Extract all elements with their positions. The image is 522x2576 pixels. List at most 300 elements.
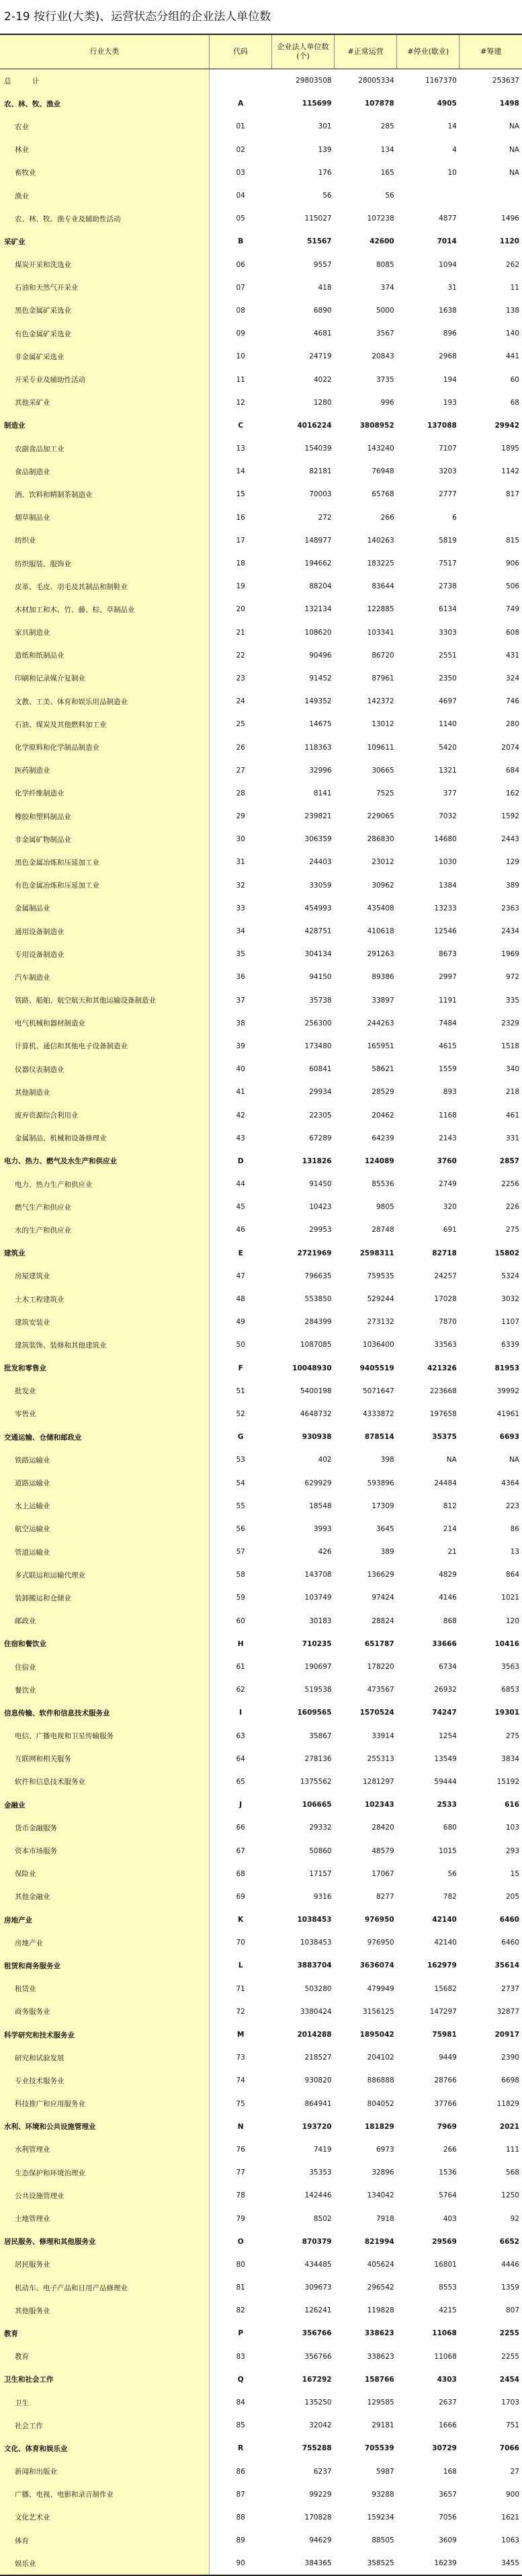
industry-code-cell: 35 (236, 950, 245, 959)
table-row (0, 1311, 522, 1333)
table-row (0, 1839, 522, 1862)
industry-name-cell: 社会工作 (0, 2414, 209, 2437)
industry-code-cell: 15 (236, 490, 245, 499)
industry-name-cell: 商务服务业 (0, 2000, 209, 2023)
industry-name-cell: 新闻和出版业 (0, 2460, 209, 2483)
count-preparing-cell: 35614 (494, 1961, 519, 1970)
count-total-cell: 194662 (304, 559, 332, 568)
count-total-cell: 384365 (272, 2552, 335, 2575)
count-suspended-cell: 56 (447, 1869, 457, 1878)
industry-name-cell: 采矿业 (0, 230, 209, 253)
industry-code-cell: 63 (236, 1731, 245, 1740)
table-row (0, 1793, 522, 1816)
count-preparing-cell: 13 (510, 1548, 519, 1557)
count-normal-cell: 8277 (376, 1892, 394, 1901)
industry-code-cell: 52 (236, 1409, 245, 1418)
industry-code-cell: 11 (236, 375, 245, 384)
count-normal-cell: 473567 (367, 1686, 394, 1694)
count-suspended-cell: 421326 (427, 1364, 457, 1372)
count-normal-cell: 3567 (376, 329, 394, 338)
count-total-cell: 9316 (313, 1892, 332, 1901)
industry-code-cell: 40 (236, 1065, 245, 1074)
count-normal-cell: 2598311 (359, 1249, 394, 1257)
count-normal-cell: 122885 (367, 605, 394, 614)
table-row (0, 1265, 522, 1288)
count-preparing-cell: 20917 (494, 2031, 519, 2039)
count-total-cell: 108620 (304, 628, 332, 637)
count-suspended-cell: 5764 (439, 2191, 457, 2200)
count-normal-cell: 3156125 (362, 2007, 394, 2016)
table-row (0, 1495, 522, 1518)
industry-code-cell: 38 (236, 1019, 245, 1027)
count-preparing-cell: 1518 (501, 1042, 519, 1050)
table-row (0, 828, 522, 851)
industry-name-cell: 房地产业 (0, 1931, 209, 1954)
count-total-cell: 22305 (309, 1111, 332, 1120)
count-normal-cell: 358525 (335, 2552, 397, 2575)
industry-name-cell: 零售业 (0, 1403, 209, 1426)
count-suspended-cell: 42140 (432, 1916, 457, 1924)
industry-code-cell: A (238, 100, 244, 108)
count-preparing-cell: 1496 (501, 214, 519, 223)
industry-name-cell: 铁路运输业 (0, 1448, 209, 1471)
count-preparing-cell: 140 (505, 329, 519, 338)
count-normal-cell: 244263 (367, 1019, 394, 1027)
count-preparing-cell: 275 (505, 1226, 519, 1235)
table-row (0, 1816, 522, 1839)
count-total-cell: 418 (318, 283, 332, 292)
count-normal-cell: 296542 (367, 2284, 394, 2292)
count-total-cell: 90496 (309, 651, 332, 660)
count-suspended-cell: 11068 (432, 2329, 457, 2338)
count-total-cell: 5400198 (300, 1387, 332, 1395)
count-suspended-cell: 26932 (434, 1686, 457, 1694)
count-preparing-cell: 616 (505, 1801, 519, 1809)
table-row (0, 690, 522, 713)
industry-name-cell: 其他制造业 (0, 1081, 209, 1103)
count-preparing-cell: 906 (505, 559, 519, 568)
count-normal-cell: 48579 (372, 1846, 394, 1855)
industry-name-cell: 餐饮业 (0, 1678, 209, 1701)
count-total-cell: 94150 (309, 973, 332, 982)
industry-code-cell: 20 (236, 605, 245, 614)
count-preparing-cell: 138 (505, 306, 519, 315)
table-row (0, 920, 522, 943)
table-row (0, 897, 522, 920)
industry-name-cell: 煤炭开采和洗选业 (0, 253, 209, 276)
count-normal-cell: 136629 (367, 1571, 394, 1579)
table-row (0, 483, 522, 506)
count-preparing-cell: 15192 (496, 1777, 519, 1786)
count-total-cell: 170828 (304, 2513, 332, 2522)
count-total-cell: 278136 (304, 1754, 332, 1763)
industry-code-cell: 21 (236, 628, 245, 637)
industry-name-cell: 制造业 (0, 414, 209, 437)
industry-code-cell: J (239, 1801, 243, 1809)
industry-code-cell: 22 (236, 651, 245, 660)
count-preparing-cell: 1703 (501, 2398, 519, 2407)
count-total-cell: 930820 (304, 2076, 332, 2085)
industry-code-cell: 07 (236, 283, 245, 292)
count-normal-cell: 255313 (367, 1754, 394, 1763)
industry-code-cell: G (237, 1433, 244, 1442)
count-preparing-cell: 1895 (501, 444, 519, 453)
table-row (0, 874, 522, 897)
industry-name-cell: 信息传输、软件和信息技术服务业 (0, 1701, 209, 1724)
count-preparing-cell: 280 (505, 720, 519, 729)
count-suspended-cell: 194 (443, 375, 457, 384)
count-normal-cell: 410618 (367, 927, 394, 936)
count-normal-cell: 178220 (367, 1663, 394, 1672)
count-normal-cell: 976950 (367, 1939, 394, 1947)
count-total-cell: 629929 (304, 1479, 332, 1487)
count-preparing-cell: 815 (505, 536, 519, 545)
count-preparing-cell: NA (509, 145, 519, 154)
count-normal-cell: 976950 (364, 1916, 394, 1924)
industry-code-cell: 67 (236, 1846, 245, 1855)
count-total-cell: 176 (318, 168, 332, 177)
count-normal-cell: 9405519 (359, 1364, 394, 1372)
count-suspended-cell: 2738 (439, 582, 457, 591)
header-preparing: #筹建 (460, 34, 522, 69)
count-total-cell: 356766 (304, 2352, 332, 2361)
industry-code-cell: 27 (236, 766, 245, 775)
industry-name-cell: 建筑安装业 (0, 1311, 209, 1333)
table-row (0, 782, 522, 805)
table-row (0, 69, 522, 93)
count-normal-cell: 17309 (372, 1501, 394, 1510)
count-preparing-cell: 15802 (494, 1249, 519, 1257)
industry-code-cell: 70 (236, 1939, 245, 1947)
table-row (0, 1403, 522, 1426)
count-suspended-cell: 2637 (439, 2398, 457, 2407)
table-row (0, 1288, 522, 1311)
industry-code-cell: 44 (236, 1180, 245, 1189)
count-normal-cell: 1281297 (362, 1777, 394, 1786)
count-suspended-cell: 7032 (439, 812, 457, 821)
count-total-cell: 519538 (304, 1686, 332, 1694)
count-preparing-cell: 11829 (496, 2099, 519, 2108)
industry-code-cell: 04 (236, 192, 245, 200)
header-total: 企业法人单位数(个) (272, 34, 335, 69)
industry-code-cell: 60 (236, 1616, 245, 1625)
count-total-cell: 67289 (309, 1134, 332, 1142)
industry-code-cell: 50 (236, 1341, 245, 1350)
count-total-cell: 56 (322, 192, 332, 200)
count-normal-cell: 5071647 (362, 1387, 394, 1395)
industry-code-cell: 73 (236, 2054, 245, 2062)
count-suspended-cell: 37766 (434, 2099, 457, 2108)
count-suspended-cell: 868 (443, 1616, 457, 1625)
industry-code-cell: 85 (236, 2421, 245, 2430)
industry-code-cell: 46 (236, 1226, 245, 1235)
count-preparing-cell: 1021 (501, 1594, 519, 1602)
count-suspended-cell: 4905 (437, 100, 457, 108)
count-preparing-cell: 2329 (501, 1019, 519, 1027)
count-suspended-cell: 1167370 (425, 77, 457, 85)
count-total-cell: 35353 (309, 2169, 332, 2177)
count-preparing-cell: 226 (505, 1203, 519, 1212)
table-row (0, 2207, 522, 2230)
industry-name-cell: 文化、体育和娱乐业 (0, 2437, 209, 2460)
industry-code-cell: 82 (236, 2306, 245, 2315)
count-suspended-cell: 403 (443, 2214, 457, 2223)
table-row (0, 139, 522, 161)
count-total-cell: 103749 (304, 1594, 332, 1602)
count-normal-cell: 20843 (372, 352, 394, 361)
count-preparing-cell: 324 (505, 674, 519, 682)
count-normal-cell: 28420 (372, 1824, 394, 1832)
count-total-cell: 115027 (304, 214, 332, 223)
table-row (0, 2161, 522, 2184)
count-normal-cell: 886888 (367, 2076, 394, 2085)
count-normal-cell: 8085 (376, 260, 394, 269)
industry-name-cell: 互联网和相关服务 (0, 1748, 209, 1770)
industry-name-cell: 资本市场服务 (0, 1839, 209, 1862)
count-total-cell: 115699 (302, 100, 332, 108)
table-row (0, 552, 522, 575)
table-row (0, 1448, 522, 1471)
count-normal-cell: 7918 (376, 2214, 394, 2223)
industry-code-cell: 69 (236, 1892, 245, 1901)
count-total-cell: 1087085 (300, 1341, 332, 1350)
count-preparing-cell: 10416 (494, 1639, 519, 1648)
count-preparing-cell: 5324 (501, 1272, 519, 1280)
header-suspended: #停业(歇业) (397, 34, 460, 69)
count-preparing-cell: 81953 (494, 1364, 519, 1372)
table-row (0, 1058, 522, 1081)
count-suspended-cell: 8553 (439, 2284, 457, 2292)
count-normal-cell: 3808952 (359, 421, 394, 430)
count-total-cell: 17157 (309, 1869, 332, 1878)
industry-name-cell: 居民服务、修理和其他服务业 (0, 2230, 209, 2253)
count-suspended-cell: 35375 (432, 1433, 457, 1442)
count-total-cell: 3993 (313, 1524, 332, 1533)
count-total-cell: 29953 (309, 1226, 332, 1235)
count-suspended-cell: 4829 (439, 1571, 457, 1579)
table-row (0, 2437, 522, 2460)
count-total-cell: 149352 (304, 697, 332, 706)
industry-code-cell: 59 (236, 1594, 245, 1602)
count-suspended-cell: 10 (447, 168, 457, 177)
table-row (0, 2391, 522, 2414)
table-row (0, 2023, 522, 2046)
industry-code-cell: 53 (236, 1456, 245, 1465)
count-preparing-cell: 335 (505, 996, 519, 1005)
table-row (0, 2046, 522, 2069)
industry-code-cell: 61 (236, 1663, 245, 1672)
industry-name-cell: 水利管理业 (0, 2138, 209, 2161)
count-preparing-cell: 2454 (499, 2375, 519, 2384)
count-suspended-cell: 2968 (439, 352, 457, 361)
industry-code-cell: 56 (236, 1524, 245, 1533)
count-preparing-cell: 751 (505, 2421, 519, 2430)
count-normal-cell: 804052 (367, 2099, 394, 2108)
table-row (0, 2000, 522, 2023)
table-row (0, 1426, 522, 1448)
count-suspended-cell: 5819 (439, 536, 457, 545)
count-suspended-cell: 193 (443, 398, 457, 407)
industry-name-cell: 保险业 (0, 1863, 209, 1885)
count-normal-cell: 405624 (367, 2260, 394, 2269)
count-total-cell: 930938 (302, 1433, 332, 1442)
count-normal-cell: 165 (380, 168, 394, 177)
industry-code-cell: D (237, 1157, 244, 1165)
industry-name-cell: 纺织业 (0, 529, 209, 552)
count-preparing-cell: 2363 (501, 904, 519, 912)
table-row (0, 1173, 522, 1196)
count-preparing-cell: 340 (505, 1065, 519, 1074)
count-total-cell: 6890 (313, 306, 332, 315)
table-row (0, 1357, 522, 1380)
industry-name-cell: 房屋建筑业 (0, 1265, 209, 1288)
count-total-cell: 14675 (309, 720, 332, 729)
count-total-cell: 4016224 (297, 421, 332, 430)
industry-name-cell: 装卸搬运和仓储业 (0, 1586, 209, 1609)
count-normal-cell: 338623 (364, 2329, 394, 2338)
count-suspended-cell: 1030 (439, 858, 457, 867)
industry-code-cell: 23 (236, 674, 245, 682)
count-normal-cell: 89386 (372, 973, 394, 982)
industry-code-cell: 83 (236, 2352, 245, 2361)
count-preparing-cell: 39992 (496, 1387, 519, 1395)
industry-code-cell: 78 (236, 2191, 245, 2200)
count-normal-cell: 103341 (367, 628, 394, 637)
industry-name-cell: 多式联运和运输代理业 (0, 1563, 209, 1586)
header-industry: 行业大类 (0, 34, 209, 69)
industry-code-cell (209, 69, 271, 93)
table-row (0, 414, 522, 437)
table-row (0, 1978, 522, 2000)
industry-name-cell: 道路运输业 (0, 1471, 209, 1494)
industry-code-cell: 66 (236, 1824, 245, 1832)
industry-code-cell: 42 (236, 1111, 245, 1120)
table-row (0, 92, 522, 115)
table-row (0, 1748, 522, 1770)
table-row (0, 575, 522, 598)
count-normal-cell: 20462 (372, 1111, 394, 1120)
industry-name-cell: 软件和信息技术服务业 (0, 1770, 209, 1793)
count-preparing-cell: 120 (505, 1616, 519, 1625)
count-normal-cell: 129585 (367, 2398, 394, 2407)
table-row (0, 667, 522, 690)
count-preparing-cell: 608 (505, 628, 519, 637)
table-row (0, 1333, 522, 1356)
table-row (0, 460, 522, 483)
industry-name-cell: 铁路、船舶、航空航天和其他运输设备制造业 (0, 989, 209, 1012)
count-normal-cell: 140263 (367, 536, 394, 545)
count-suspended-cell: 12546 (434, 927, 457, 936)
count-total-cell: 190697 (304, 1663, 332, 1672)
industry-name-cell: 黑色金属冶炼和压延加工业 (0, 851, 209, 873)
count-suspended-cell: 320 (443, 1203, 457, 1212)
industry-code-cell: Q (237, 2375, 244, 2384)
industry-code-cell: C (238, 421, 244, 430)
industry-code-cell: 29 (236, 812, 245, 821)
count-normal-cell: 17067 (372, 1869, 394, 1878)
count-suspended-cell: 4146 (439, 1594, 457, 1602)
table-row (0, 1954, 522, 1977)
count-total-cell: 8502 (313, 2214, 332, 2223)
count-total-cell: 88204 (309, 582, 332, 591)
count-preparing-cell: 817 (505, 490, 519, 499)
count-preparing-cell: 29942 (494, 421, 519, 430)
industry-code-cell: 14 (236, 467, 245, 476)
industry-code-cell: 08 (236, 306, 245, 315)
industry-code-cell: F (238, 1364, 243, 1372)
count-suspended-cell: 59444 (434, 1777, 457, 1786)
industry-name-cell: 燃气生产和供应业 (0, 1196, 209, 1218)
count-normal-cell: 28748 (372, 1226, 394, 1235)
count-preparing-cell: 205 (505, 1892, 519, 1901)
count-preparing-cell: 2074 (501, 743, 519, 752)
count-suspended-cell: 197658 (429, 1409, 457, 1418)
count-total-cell: 454993 (304, 904, 332, 912)
count-total-cell: 2721969 (297, 1249, 332, 1257)
industry-name-cell: 科技推广和应用服务业 (0, 2093, 209, 2115)
industry-name-cell: 医药制造业 (0, 759, 209, 782)
count-suspended-cell: 896 (443, 329, 457, 338)
count-normal-cell: 389 (380, 1548, 394, 1557)
table-row (0, 2299, 522, 2322)
table-body (0, 69, 522, 2576)
count-normal-cell: 286830 (367, 835, 394, 844)
table-row (0, 1563, 522, 1586)
count-suspended-cell: 11068 (434, 2352, 457, 2361)
industry-name-cell: 广播、电视、电影和录音制作业 (0, 2483, 209, 2506)
count-total-cell: 304134 (304, 950, 332, 959)
industry-name-cell: 管道运输业 (0, 1540, 209, 1563)
industry-code-cell: 39 (236, 1042, 245, 1050)
count-suspended-cell: 28766 (434, 2076, 457, 2085)
count-total-cell: 434485 (304, 2260, 332, 2269)
count-suspended-cell: 3303 (439, 628, 457, 637)
industry-name-cell: 金属制品业 (0, 897, 209, 920)
count-suspended-cell: 162979 (427, 1961, 457, 1970)
count-normal-cell: 4333872 (362, 1409, 394, 1418)
industry-name-cell: 租赁业 (0, 1978, 209, 2000)
count-total-cell: 309673 (304, 2284, 332, 2292)
industry-name-cell: 农副食品加工业 (0, 437, 209, 460)
count-suspended-cell: 1254 (439, 1731, 457, 1740)
count-normal-cell: 107238 (367, 214, 394, 223)
data-table-wrapper (0, 34, 522, 2576)
table-row (0, 805, 522, 828)
count-total-cell: 99229 (309, 2490, 332, 2499)
count-suspended-cell: 137088 (427, 421, 457, 430)
count-suspended-cell: 16239 (397, 2552, 460, 2575)
count-total-cell: 132134 (304, 605, 332, 614)
count-total-cell: 1038453 (300, 1939, 332, 1947)
count-total-cell: 29803508 (296, 77, 332, 85)
count-suspended-cell (397, 184, 460, 207)
industry-code-cell: 68 (236, 1869, 245, 1878)
count-suspended-cell: 75981 (432, 2031, 457, 2039)
table-row (0, 1242, 522, 1265)
industry-code-cell: 34 (236, 927, 245, 936)
industry-code-cell: 31 (236, 858, 245, 867)
industry-code-cell: O (237, 2237, 244, 2246)
industry-code-cell: 26 (236, 743, 245, 752)
count-preparing-cell: 3455 (460, 2552, 522, 2575)
count-normal-cell: 878514 (364, 1433, 394, 1442)
count-normal-cell: 273132 (367, 1318, 394, 1327)
count-total-cell: 1038453 (297, 1916, 332, 1924)
industry-code-cell: H (237, 1639, 244, 1648)
count-suspended-cell: 782 (443, 1892, 457, 1901)
count-suspended-cell: 6134 (439, 605, 457, 614)
industry-code-cell: 32 (236, 881, 245, 890)
